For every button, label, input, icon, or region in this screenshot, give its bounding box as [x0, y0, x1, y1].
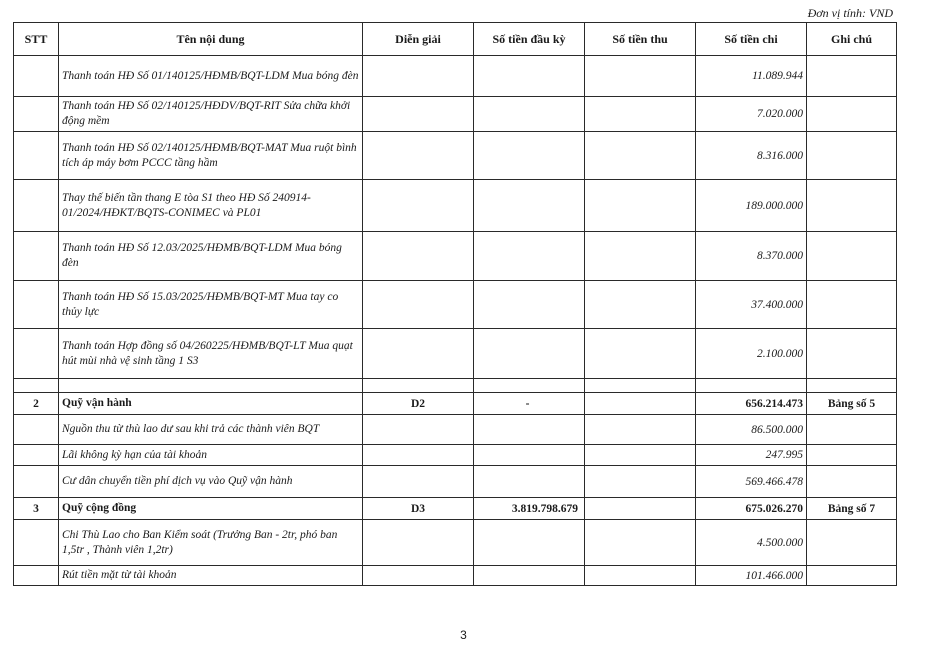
cell-desc — [363, 180, 474, 232]
cell-opening — [474, 415, 585, 445]
cell-opening — [474, 466, 585, 498]
cell-note — [807, 566, 897, 586]
cell-opening — [474, 232, 585, 281]
group-row — [14, 498, 897, 520]
cell-name: Rút tiền mặt từ tài khoản — [59, 566, 363, 586]
cell-opening: 3.819.798.679 — [474, 498, 585, 520]
cell-opening — [474, 56, 585, 97]
cell-name: Thanh toán Hợp đồng số 04/260225/HĐMB/BQT-LT Mua quạt hút mùi nhà vệ sinh tầng 1 S3 — [59, 329, 363, 379]
cell-expense: 8.370.000 — [696, 232, 807, 281]
cell-expense: 4.500.000 — [696, 520, 807, 566]
cell-name: Chi Thù Lao cho Ban Kiểm soát (Trưởng Ban - 2tr, phó ban 1,5tr , Thành viên 1,2tr) — [59, 520, 363, 566]
table-row — [14, 329, 897, 379]
cell-expense: 86.500.000 — [696, 415, 807, 445]
cell-income — [585, 466, 696, 498]
cell-desc — [363, 520, 474, 566]
table-row — [14, 132, 897, 180]
cell-stt — [14, 466, 59, 498]
cell-note — [807, 180, 897, 232]
cell-note — [807, 329, 897, 379]
cell-income — [585, 498, 696, 520]
table-row — [14, 520, 897, 566]
cell-desc: D3 — [363, 498, 474, 520]
table-row — [14, 466, 897, 498]
cell-opening — [474, 132, 585, 180]
cell-name: Thanh toán HĐ Số 15.03/2025/HĐMB/BQT-MT Mua tay co thủy lực — [59, 281, 363, 329]
cell-desc — [363, 566, 474, 586]
cell-note — [807, 281, 897, 329]
cell-expense: 7.020.000 — [696, 97, 807, 132]
cell-stt: 3 — [14, 498, 59, 520]
table-row — [14, 232, 897, 281]
cell-stt — [14, 379, 59, 393]
cell-opening — [474, 520, 585, 566]
cell-opening: - — [474, 393, 585, 415]
cell-stt: 2 — [14, 393, 59, 415]
header-expense: Số tiền chi — [696, 23, 807, 56]
header-note: Ghi chú — [807, 23, 897, 56]
cell-income — [585, 281, 696, 329]
cell-opening — [474, 97, 585, 132]
cell-name: Thanh toán HĐ Số 02/140125/HĐDV/BQT-RIT Sửa chữa khởi động mềm — [59, 97, 363, 132]
cell-stt — [14, 415, 59, 445]
cell-stt — [14, 281, 59, 329]
cell-desc: D2 — [363, 393, 474, 415]
cell-stt — [14, 520, 59, 566]
cell-note: Bảng số 7 — [807, 498, 897, 520]
table-row-empty — [14, 379, 897, 393]
cell-desc — [363, 415, 474, 445]
cell-expense: 247.995 — [696, 445, 807, 466]
cell-note — [807, 466, 897, 498]
cell-opening — [474, 329, 585, 379]
cell-expense: 8.316.000 — [696, 132, 807, 180]
cell-desc — [363, 466, 474, 498]
cell-income — [585, 520, 696, 566]
cell-opening — [474, 180, 585, 232]
cell-income — [585, 379, 696, 393]
cell-note — [807, 445, 897, 466]
table-row — [14, 415, 897, 445]
table-row — [14, 281, 897, 329]
header-row — [14, 23, 897, 56]
cell-opening — [474, 379, 585, 393]
header-stt: STT — [14, 23, 59, 56]
cell-note: Bảng số 5 — [807, 393, 897, 415]
cell-name: Cư dân chuyển tiền phí dịch vụ vào Quỹ vận hành — [59, 466, 363, 498]
page-number: 3 — [460, 628, 467, 642]
cell-note — [807, 415, 897, 445]
cell-income — [585, 132, 696, 180]
header-income: Số tiền thu — [585, 23, 696, 56]
cell-name: Thanh toán HĐ Số 12.03/2025/HĐMB/BQT-LDM Mua bóng đèn — [59, 232, 363, 281]
cell-stt — [14, 97, 59, 132]
table-row — [14, 180, 897, 232]
cell-desc — [363, 132, 474, 180]
cell-stt — [14, 132, 59, 180]
header-name: Tên nội dung — [59, 23, 363, 56]
cell-note — [807, 232, 897, 281]
cell-name: Nguồn thu từ thù lao dư sau khi trả các thành viên BQT — [59, 415, 363, 445]
table-row — [14, 566, 897, 586]
cell-desc — [363, 56, 474, 97]
cell-desc — [363, 445, 474, 466]
table-row — [14, 56, 897, 97]
cell-income — [585, 566, 696, 586]
cell-expense: 101.466.000 — [696, 566, 807, 586]
fund-ledger-table — [13, 22, 897, 586]
cell-income — [585, 232, 696, 281]
cell-expense: 11.089.944 — [696, 56, 807, 97]
cell-income — [585, 97, 696, 132]
cell-stt — [14, 445, 59, 466]
cell-desc — [363, 97, 474, 132]
cell-expense: 2.100.000 — [696, 329, 807, 379]
cell-desc — [363, 281, 474, 329]
cell-name: Lãi không kỳ hạn của tài khoản — [59, 445, 363, 466]
header-opening: Số tiền đầu kỳ — [474, 23, 585, 56]
cell-name: Thanh toán HĐ Số 02/140125/HĐMB/BQT-MAT Mua ruột bình tích áp máy bơm PCCC tầng hầm — [59, 132, 363, 180]
cell-expense: 675.026.270 — [696, 498, 807, 520]
cell-name: Quỹ cộng đồng — [59, 498, 363, 520]
cell-note — [807, 520, 897, 566]
cell-income — [585, 329, 696, 379]
cell-name: Thanh toán HĐ Số 01/140125/HĐMB/BQT-LDM Mua bóng đèn — [59, 56, 363, 97]
cell-desc — [363, 232, 474, 281]
table-row — [14, 445, 897, 466]
cell-opening — [474, 445, 585, 466]
cell-name: Quỹ vận hành — [59, 393, 363, 415]
cell-opening — [474, 281, 585, 329]
cell-note — [807, 97, 897, 132]
cell-stt — [14, 180, 59, 232]
cell-expense: 37.400.000 — [696, 281, 807, 329]
cell-expense: 569.466.478 — [696, 466, 807, 498]
unit-label: Đơn vị tính: VND — [807, 6, 893, 20]
cell-note — [807, 379, 897, 393]
cell-income — [585, 393, 696, 415]
cell-stt — [14, 56, 59, 97]
cell-note — [807, 56, 897, 97]
cell-opening — [474, 566, 585, 586]
header-desc: Diễn giải — [363, 23, 474, 56]
table-row — [14, 97, 897, 132]
cell-income — [585, 415, 696, 445]
cell-income — [585, 180, 696, 232]
group-row — [14, 393, 897, 415]
cell-stt — [14, 329, 59, 379]
cell-expense: 189.000.000 — [696, 180, 807, 232]
cell-income — [585, 445, 696, 466]
cell-desc — [363, 329, 474, 379]
cell-name: Thay thế biến tần thang E tòa S1 theo HĐ Số 240914-01/2024/HĐKT/BQTS-CONIMEC và PL01 — [59, 180, 363, 232]
cell-name — [59, 379, 363, 393]
cell-stt — [14, 566, 59, 586]
cell-expense — [696, 379, 807, 393]
cell-desc — [363, 379, 474, 393]
cell-note — [807, 132, 897, 180]
cell-expense: 656.214.473 — [696, 393, 807, 415]
cell-income — [585, 56, 696, 97]
cell-stt — [14, 232, 59, 281]
